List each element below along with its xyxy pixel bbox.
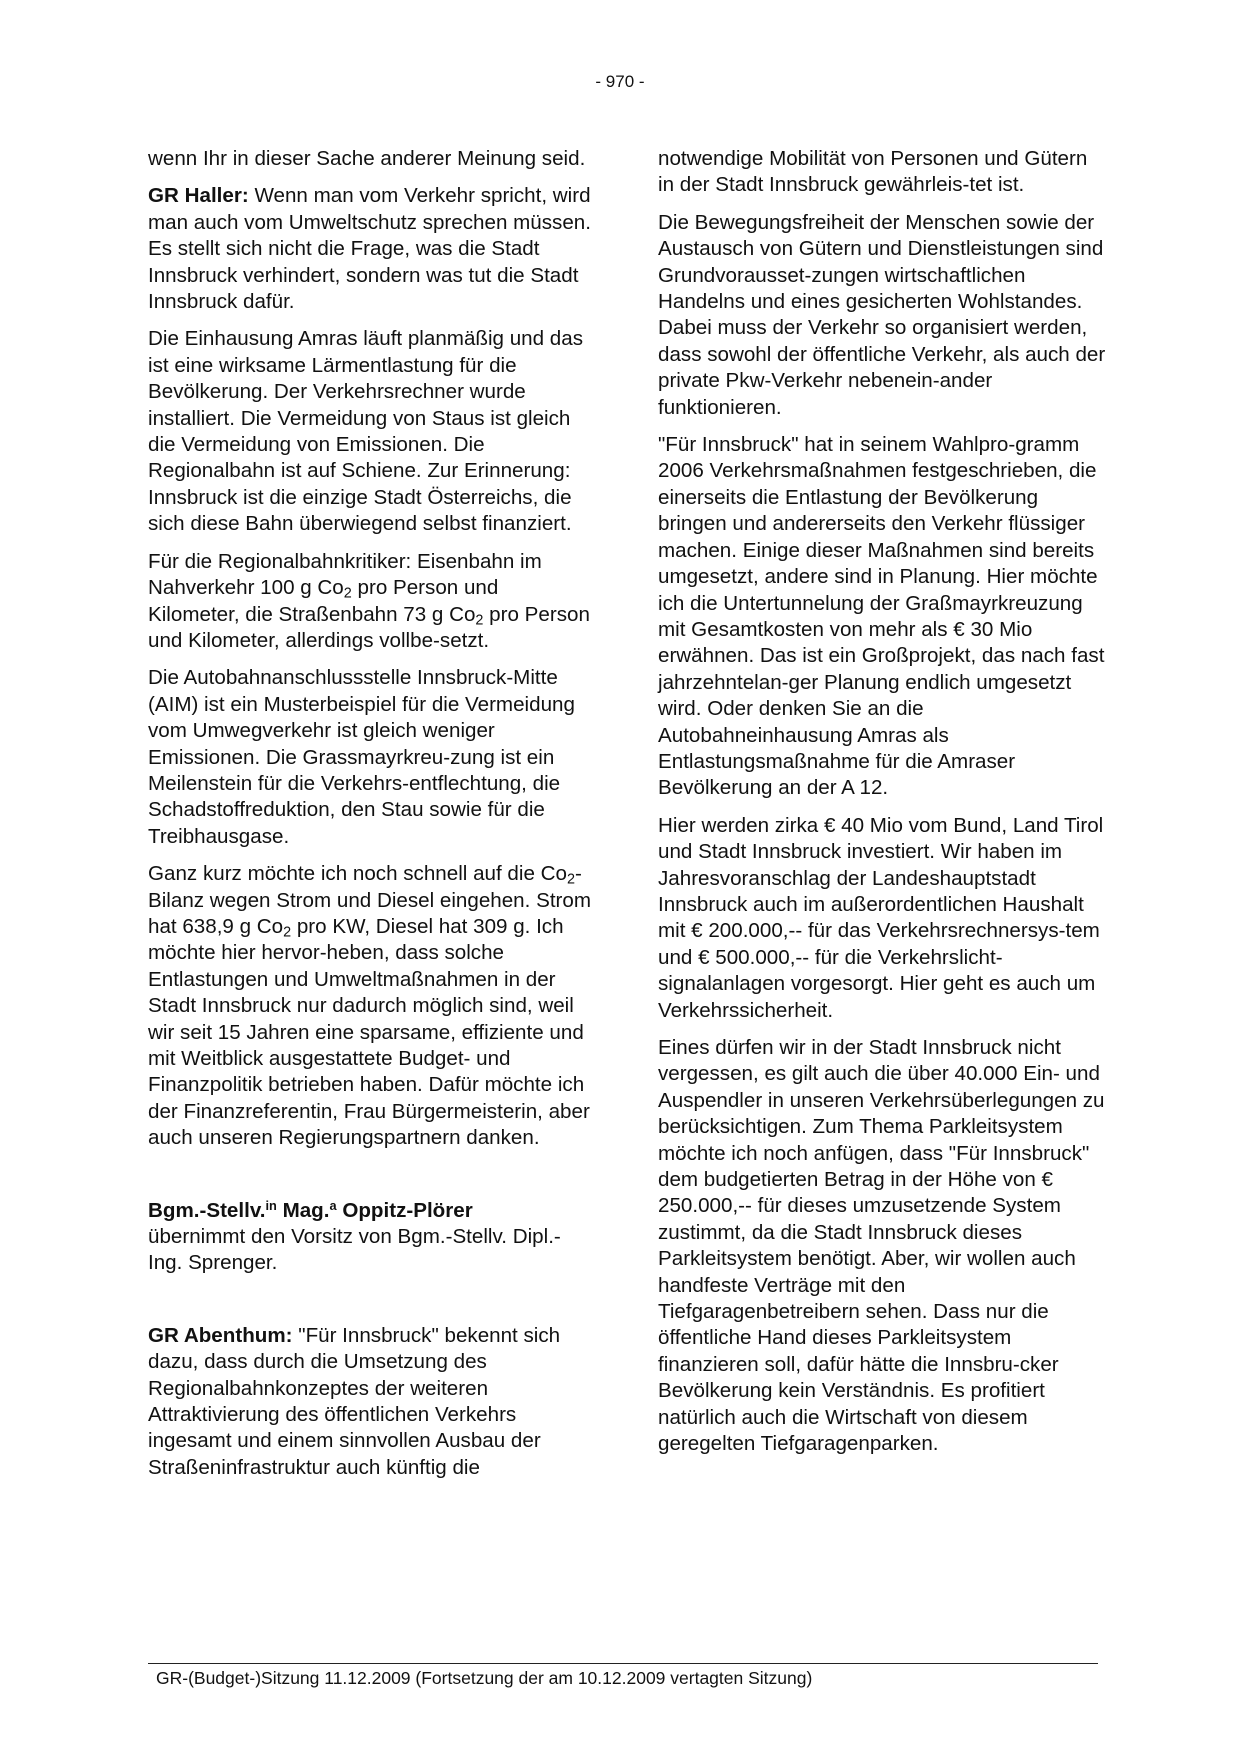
paragraph: Die Bewegungsfreiheit der Menschen sowie der Austausch von Gütern und Dienstleistungen sind Grundvorausset-zungen wirtschaftlichen Handelns und eines gesicherten Wohlstandes. Dabei muss der Verkehr so organisiert werden, dass sowohl der öffentliche Verkehr, als auch der private Pkw-Verkehr nebenein-ander funktionieren.	[658, 210, 1106, 419]
text-segment: Bgm.-Stellv.	[148, 1198, 266, 1222]
paragraph-haller	[148, 183, 593, 315]
speaker-name: GR Haller:	[148, 184, 249, 208]
right-column	[658, 146, 1108, 1469]
subscript: 2	[475, 612, 484, 629]
subscript: 2	[566, 871, 575, 888]
paragraph-co2-balance	[148, 861, 593, 1151]
paragraph: "Für Innsbruck" hat in seinem Wahlpro-gramm 2006 Verkehrsmaßnahmen festgeschrieben, die einerseits die Entlastung der Bevölkerung bringen und andererseits den Verkehr flüssiger machen. Einige dieser Maßnahmen sind bereits umgesetzt, andere sind in Planung. Hier möchte ich die Untertunnelung der Graßmayrkreuzung mit Gesamtkosten von mehr als € 30 Mio erwähnen. Das ist ein Großprojekt, das nach fast jahrzehntelan-ger Planung endlich umgesetzt wird. Oder denken Sie an die Autobahneinhausung Amras als Entlastungsmaßnahme für die Amraser Bevölkerung an der A 12.	[658, 433, 1105, 800]
paragraph-abenthum	[148, 1323, 593, 1481]
paragraph-chair-change	[148, 1198, 593, 1277]
speaker-name	[148, 1199, 473, 1222]
speaker-name: GR Abenthum:	[148, 1323, 293, 1347]
speech-text: Wenn man vom Verkehr spricht, wird man auch vom Umweltschutz sprechen müssen. Es stellt sich nicht die Frage, was die Stadt Innsbruck verhindert, sondern was tut die Stadt Innsbruck dafür.	[148, 184, 591, 314]
text-segment: pro KW, Diesel hat 309 g. Ich möchte hier hervor-heben, dass solche Entlastungen und Umweltmaßnahmen in der Stadt Innsbruck nur dadurch möglich sind, weil wir seit 15 Jahren eine sparsame, effiziente und mit Weitblick ausgestattete Budget- und Finanzpolitik betrieben haben. Dafür möchte ich der Finanzreferentin, Frau Bürgermeisterin, aber auch unseren Regierungspartnern danken.	[148, 914, 590, 1150]
paragraph: Hier werden zirka € 40 Mio vom Bund, Land Tirol und Stadt Innsbruck investiert. Wir haben im Jahresvoranschlag der Landeshauptstadt Innsbruck auch im außerordentlichen Haushalt mit € 200.000,-- für das Verkehrsrechnersys-tem und € 500.000,-- für die Verkehrslicht-signalanlagen vorgesorgt. Hier geht es auch um Verkehrssicherheit.	[658, 813, 1104, 1022]
paragraph-co2-rail	[148, 549, 593, 655]
superscript: in	[265, 1197, 277, 1213]
paragraph: Die Autobahnanschlussstelle Innsbruck-Mitte (AIM) ist ein Musterbeispiel für die Vermeidung vom Umwegverkehr ist gleich weniger Emissionen. Die Grassmayrkreu-zung ist ein Meilenstein für die Verkehrs-entflechtung, die Schadstoffreduktion, den Stau sowie für die Treibhausgase.	[148, 666, 575, 848]
subscript: 2	[283, 924, 292, 941]
text-segment: -Bilanz wegen Strom und Diesel eingehen. Strom hat 638,9 g Co	[148, 862, 592, 938]
paragraph: Eines dürfen wir in der Stadt Innsbruck nicht vergessen, es gilt auch die über 40.000 Ein- und Auspendler in unseren Verkehrsüberlegungen zu berücksichtigen. Zum Thema Parkleitsystem möchte ich noch anfügen, dass "Für Innsbruck" dem budgetierten Betrag in der Höhe von € 250.000,-- für dieses umzusetzende System zustimmt, da die Stadt Innsbruck dieses Parkleitsystem benötigt. Aber, wir wollen auch handfeste Verträge mit den Tiefgaragenbetreibern sehen. Dass nur die öffentliche Hand dieses Parkleitsystem finanzieren soll, dafür hätte die Innsbru-cker Bevölkerung kein Verständnis. Es profitiert natürlich auch die Wirtschaft von diesem geregelten Tiefgaragenparken.	[658, 1036, 1105, 1456]
paragraph: wenn Ihr in dieser Sache anderer Meinung seid.	[148, 147, 586, 170]
text-segment: Für die Regionalbahnkritiker: Eisenbahn im Nahverkehr 100 g Co	[148, 549, 542, 600]
page-number: - 970 -	[595, 72, 645, 91]
left-column	[148, 146, 593, 1492]
footer-text: GR-(Budget-)Sitzung 11.12.2009 (Fortsetzung der am 10.12.2009 vertagten Sitzung)	[156, 1668, 813, 1688]
footer-divider	[148, 1663, 1098, 1664]
text-segment: pro Person und Kilometer, allerdings vollbe-setzt.	[148, 602, 590, 652]
text-segment: Ganz kurz möchte ich noch schnell auf die Co	[148, 862, 567, 886]
subscript: 2	[343, 585, 352, 602]
paragraph: Die Einhausung Amras läuft planmäßig und das ist eine wirksame Lärmentlastung für die Bevölkerung. Der Verkehrsrechner wurde installiert. Die Vermeidung von Staus ist gleich die Vermeidung von Emissionen. Die Regionalbahn ist auf Schiene. Zur Erinnerung: Innsbruck ist die einzige Stadt Österreichs, die sich diese Bahn überwiegend selbst finanziert.	[148, 327, 584, 536]
text-segment: pro Person und Kilometer, die Straßenbahn 73 g Co	[148, 576, 499, 626]
text-segment: Mag.	[276, 1198, 330, 1222]
superscript: a	[329, 1197, 337, 1213]
paragraph: notwendige Mobilität von Personen und Gütern in der Stadt Innsbruck gewährleis-tet ist.	[658, 147, 1088, 197]
speech-text: übernimmt den Vorsitz von Bgm.-Stellv. Dipl.-Ing. Sprenger.	[148, 1225, 561, 1275]
text-segment: Oppitz-Plörer	[336, 1198, 473, 1222]
speech-text: "Für Innsbruck" bekennt sich dazu, dass durch die Umsetzung des Regionalbahnkonzeptes der weiteren Attraktivierung des öffentlichen Verkehrs ingesamt und einem sinnvollen Ausbau der Straßeninfrastruktur auch künftig die	[148, 1323, 561, 1479]
